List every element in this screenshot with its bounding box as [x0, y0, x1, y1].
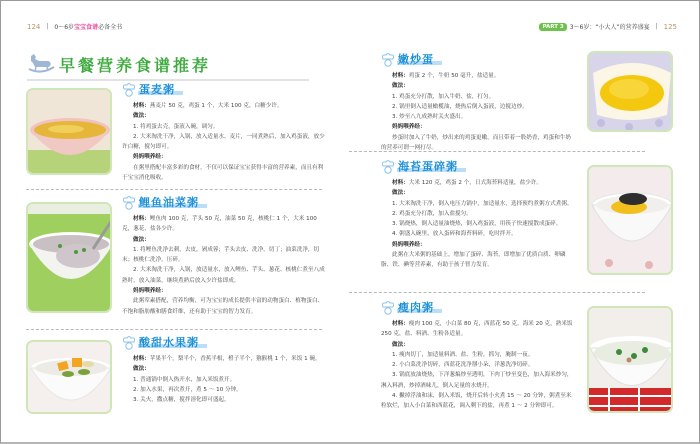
left-page	[1, 1, 351, 444]
materials-label: 材料：	[392, 321, 409, 327]
recipe-lean-pork-porridge	[381, 299, 573, 412]
method-label: 做法：	[133, 113, 150, 120]
seaweed-egg-porridge-image	[589, 167, 673, 275]
book-title-highlight: 宝宝食谱	[74, 24, 99, 31]
recipe-seaweed-egg-porridge	[381, 158, 573, 271]
scrambled-egg-image	[589, 53, 673, 132]
recipe-fruit-porridge	[122, 334, 327, 405]
materials-text: 鸡蛋 2 个，牛奶 50 毫升，盐适量。	[408, 73, 500, 79]
section-heading	[27, 49, 309, 81]
chef-hat-icon	[381, 53, 395, 67]
materials-label: 材料：	[392, 180, 409, 186]
tips-text: 在粥里搭配丰富多彩的食材，不仅可以保证宝宝获得丰富的营养素，而且有利于宝宝消化吸收。	[122, 164, 324, 182]
separator: |	[655, 23, 658, 30]
materials-label: 材料：	[133, 356, 150, 362]
recipe-photo-carp-rapeseed-porridge	[26, 202, 112, 313]
method-step: 3. 关火，撒点糖，搅拌溶化即可盛起。	[133, 397, 230, 404]
materials-text: 鲤鱼肉 100 克，芋头 50 克，油菜 50 克，核桃仁 1 个，大米 100 克，葱花、盐各少许。	[122, 216, 317, 233]
recipe-title: 蛋麦粥	[138, 85, 183, 95]
recipe-title-bar	[122, 194, 327, 212]
recipe-title-bar	[122, 81, 327, 99]
part-badge: PART 3	[539, 23, 566, 31]
method-step: 1. 瘦肉切丁，加适量料酒、盐、生粉，抓匀，腌制一夜。	[392, 351, 534, 358]
chapter-title: 3～6岁：“小大人”的营养盛宴	[569, 24, 650, 31]
method-step: 4. 撇掉浮油和沫，倒入米饭，烧开后转小火煮 15 ～ 20 分钟，粥煮至米粒软烂，加入小白菜和西蓝花，调入剩下的盐，再煮 1 ～ 2 分钟即可。	[381, 393, 572, 410]
method-step: 2. 加入水果，再次煮开，煮 5 ～ 10 分钟。	[133, 386, 242, 393]
recipe-title-bar	[381, 299, 573, 317]
materials-text: 瘦肉 100 克，小白菜 80 克，西蓝花 50 克，海米 20 克，熟米饭 250 克，盐、料酒、生粉各适量。	[381, 321, 573, 338]
method-step: 2. 锅里倒入适量橄榄油，烧热后倒入蛋液，边搅边炒。	[392, 103, 528, 110]
chef-hat-icon	[381, 160, 395, 174]
recipe-divider	[349, 292, 645, 293]
recipe-photo-egg-oat-porridge	[26, 88, 112, 175]
recipe-title: 鲤鱼油菜粥	[138, 198, 207, 208]
method-step: 4. 粥盛入碗里，放入蛋碎和海苔料碎，吃时拌开。	[392, 231, 517, 238]
section-title: 早餐营养食谱推荐	[59, 55, 212, 75]
tips-label: 妈妈喂养经：	[392, 241, 426, 248]
method-label: 做法：	[133, 366, 150, 373]
method-label: 做法：	[133, 236, 150, 243]
method-step: 1. 大米淘洗干净，倒入电压力锅中，加适量水，选择预约煮粥方式煮粥。	[392, 200, 573, 207]
method-step: 2. 小白菜洗净切碎，西蓝花洗净掰小朵，洋葱洗净切碎。	[392, 362, 534, 369]
method-label: 做法：	[392, 190, 409, 197]
tips-label: 妈妈喂养经：	[133, 288, 167, 295]
recipe-title-bar	[381, 158, 573, 176]
method-step: 1. 将鲤鱼洗净去刺，去皮，剁成蓉；芋头去皮、洗净，切丁；油菜洗净，切末；核桃仁洗净，压碎。	[122, 246, 320, 264]
chef-hat-icon	[122, 336, 136, 350]
recipe-scrambled-egg	[381, 51, 573, 153]
recipe-photo-lean-pork-porridge	[587, 306, 673, 413]
page-number: 125	[663, 22, 677, 31]
tips-label: 妈妈喂养经：	[133, 154, 167, 161]
chef-hat-icon	[122, 196, 136, 210]
method-step: 3. 炒至八九成熟时关火盛出。	[392, 114, 467, 121]
recipe-photo-scrambled-egg	[587, 51, 673, 132]
chef-hat-icon	[381, 301, 395, 315]
rocking-horse-icon	[27, 53, 55, 75]
method-step: 3. 锅底放油烧热，下洋葱煸炒至透明，下肉丁炒至变色，加入海米炒匀，淋入料酒，炒掉酒味儿，倒入足量的水烧开。	[381, 372, 573, 389]
materials-text: 苹果半个，梨半个，香蕉半根，橙子半个，猕猴桃 1 个，米饭 1 碗。	[149, 356, 321, 362]
egg-oat-porridge-image	[28, 90, 112, 175]
recipe-title: 海苔蛋碎粥	[397, 162, 466, 172]
method-step: 3. 锅烧热，倒入适量油烧热，倒入鸡蛋液，用筷子快速搅散成蛋碎。	[392, 221, 562, 228]
recipe-egg-oat-porridge	[122, 81, 327, 183]
recipe-photo-seaweed-egg-porridge	[587, 165, 673, 275]
tips-label: 妈妈喂养经：	[392, 124, 426, 131]
materials-text: 燕麦片 50 克，鸡蛋 1 个，大米 100 克，白糖少许。	[149, 103, 283, 109]
right-running-head	[539, 22, 677, 31]
method-step: 2. 大米淘洗干净，入锅，放适量水，放入鲤鱼、芋头、葱花、核桃仁煮至八成熟时，放入油菜，继续煮熟后放入少许盐即成。	[122, 267, 325, 284]
lean-pork-porridge-image	[589, 308, 673, 413]
method-label: 做法：	[392, 83, 409, 90]
recipe-divider	[26, 189, 322, 190]
recipe-title: 嫩炒蛋	[397, 55, 442, 65]
recipe-carp-rapeseed-porridge	[122, 194, 327, 317]
recipe-divider	[26, 329, 322, 330]
tips-text: 炒蛋时加入了牛奶，炒出来的鸡蛋更嫩，而且带着一股奶香，鸡蛋和牛奶的营养可谓一网打尽。	[381, 134, 572, 152]
tips-text: 此粥在大米粥的基础上，增加了蛋碎、海苔，即增加了优质白质、卵磷脂、铁、碘等营养素，有助于孩子智力发育。	[381, 252, 566, 269]
book-title-prefix: 0～6岁	[54, 24, 75, 31]
method-step: 1. 普通锅中倒入热开水，加入米饭煮开。	[133, 376, 236, 383]
fruit-porridge-image	[28, 342, 112, 414]
recipe-title: 瘦肉粥	[397, 303, 442, 313]
tips-text: 此粥荤素搭配，营养均衡，可为宝宝的成长提供丰富的动物蛋白、植物蛋白、不饱和脂肪酸和膳食纤维，还有助于宝宝的智力发育。	[122, 298, 324, 315]
method-step: 2. 大米淘洗干净，入锅，放入适量水、麦片，一同煮熟后，加入鸡蛋液，放少许白糖，搅匀即可。	[122, 133, 325, 151]
recipe-title: 酸甜水果粥	[138, 338, 207, 348]
materials-label: 材料：	[133, 216, 150, 222]
page-number: 124	[27, 22, 41, 31]
method-step: 1. 将鸡蛋去壳，蛋液入碗，调匀。	[133, 123, 219, 130]
carp-porridge-image	[28, 204, 112, 313]
recipe-title-bar	[381, 51, 573, 69]
separator: |	[46, 23, 49, 30]
materials-text: 大米 120 克，鸡蛋 2 个，日式海苔料适量，盐少许。	[408, 180, 543, 186]
method-label: 做法：	[392, 341, 409, 348]
book-title-suffix: 必备全书	[98, 24, 123, 31]
recipe-photo-fruit-porridge	[26, 340, 112, 414]
recipe-title-bar	[122, 334, 327, 352]
left-running-head	[27, 22, 122, 31]
method-step: 1. 鸡蛋充分打散，加入牛奶、盐，打匀。	[392, 93, 495, 100]
materials-label: 材料：	[392, 73, 409, 79]
materials-label: 材料：	[133, 103, 150, 109]
right-page	[351, 1, 700, 444]
method-step: 2. 鸡蛋充分打散，加入盐搅匀。	[392, 210, 472, 217]
chef-hat-icon	[122, 83, 136, 97]
